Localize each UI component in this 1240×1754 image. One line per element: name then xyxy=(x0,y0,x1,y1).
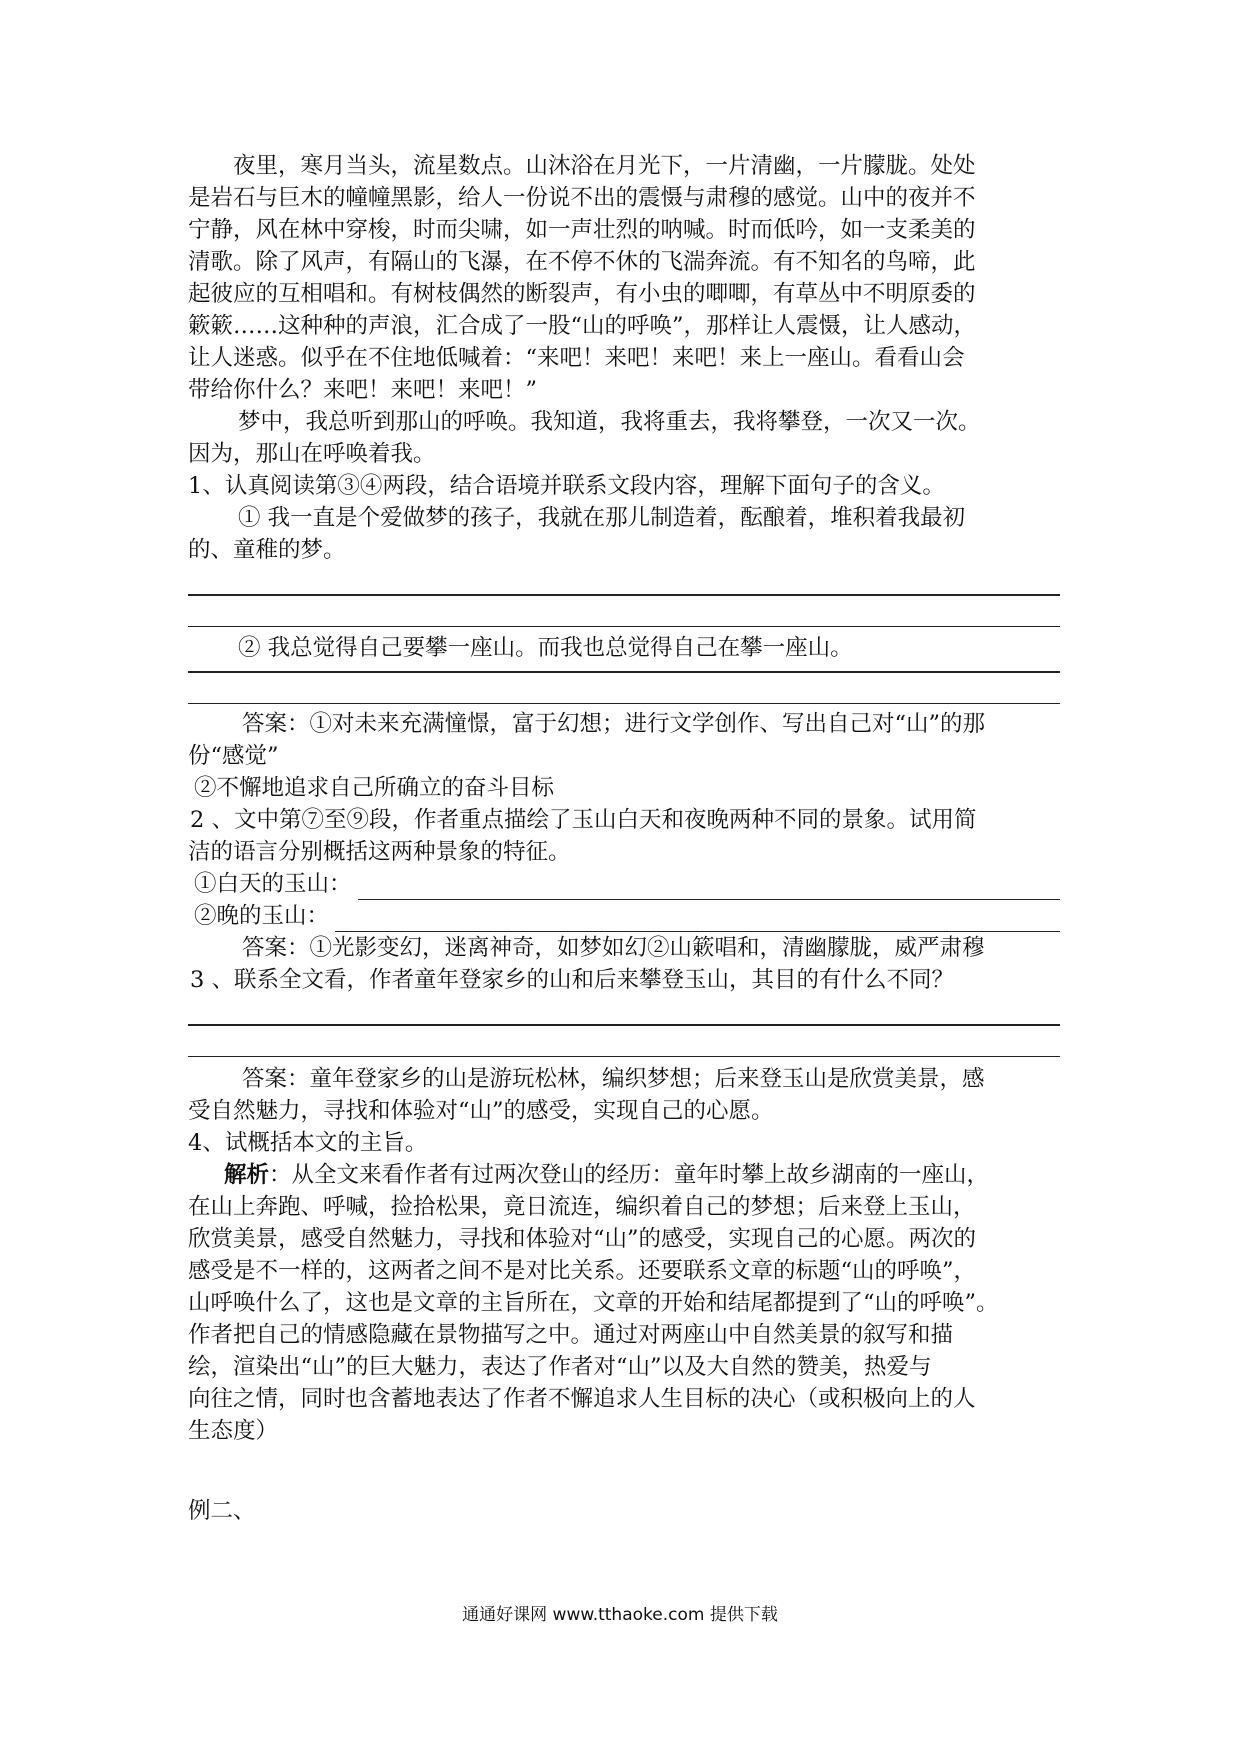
question-3-stem: 3 、联系全文看，作者童年登家乡的山和后来攀登玉山，其目的有什么不同？ xyxy=(190,967,954,993)
question-4-analysis-line: 感受是不一样的，这两者之间不是对比关系。还要联系文章的标题“山的呼唤”， xyxy=(188,1258,977,1284)
question-3-answer: 答案：童年登家乡的山是游玩松林，编织梦想；后来登玉山是欣赏美景，感 xyxy=(242,1066,985,1092)
question-4-analysis-line: 向往之情，同时也含蓄地表达了作者不懈追求人生目标的决心（或积极向上的人 xyxy=(188,1386,976,1412)
passage-p2-line: 因为，那山在呼唤着我。 xyxy=(188,441,436,467)
passage-p1-line: 让人迷惑。似乎在不住地低喊着：“来吧！来吧！来吧！来上一座山。看看山会 xyxy=(188,345,965,371)
passage-p1-line: 宁静，风在林中穿梭，时而尖啸，如一声壮烈的呐喊。时而低吟，如一支柔美的 xyxy=(188,217,976,243)
document-page xyxy=(188,150,1060,1527)
passage-p1-line: 带给你什么？来吧！来吧！来吧！” xyxy=(188,377,538,403)
question-1-item-1: ① 我一直是个爱做梦的孩子，我就在那儿制造着，酝酿着，堆积着我最初 xyxy=(238,505,966,531)
question-2-day-row xyxy=(188,868,1060,900)
passage-p1-line: 夜里，寒月当头，流星数点。山沐浴在月光下，一片清幽，一片朦胧。处处 xyxy=(233,153,976,179)
question-3-answer-cont: 受自然魅力，寻找和体验对“山”的感受，实现自己的心愿。 xyxy=(188,1098,774,1124)
question-4-analysis-line: 作者把自己的情感隐藏在景物描写之中。通过对两座山中自然美景的叙写和描 xyxy=(188,1322,954,1348)
analysis-label: 解析 xyxy=(224,1162,270,1188)
passage-p1-line: 是岩石与巨木的幢幢黑影，给人一份说不出的震慑与肃穆的感觉。山中的夜并不 xyxy=(188,185,976,211)
question-4-analysis-line: 欣赏美景，感受自然魅力，寻找和体验对“山”的感受，实现自己的心愿。两次的 xyxy=(188,1226,977,1252)
question-1-answer-cont: 份“感觉” xyxy=(188,743,279,769)
question-4-analysis-line: 生态度） xyxy=(188,1418,279,1444)
question-1-answer-2: ②不懈地追求自己所确立的奋斗目标 xyxy=(194,775,555,801)
question-1-item-2: ② 我总觉得自己要攀一座山。而我也总觉得自己在攀一座山。 xyxy=(238,635,853,661)
question-4-analysis-line: 在山上奔跑、呼喊，捡拾松果，竟日流连，编织着自己的梦想；后来登上玉山， xyxy=(188,1194,976,1220)
passage-p1-line: 清歌。除了风声，有隔山的飞瀑，在不停不休的飞湍奔流。有不知名的鸟啼，此 xyxy=(188,249,976,275)
passage-p2-line: 梦中，我总听到那山的呼唤。我知道，我将重去，我将攀登，一次又一次。 xyxy=(238,409,981,435)
question-1-item-1-cont: 的、童稚的梦。 xyxy=(188,537,346,563)
question-4-analysis-line: 山呼唤什么了，这也是文章的主旨所在，文章的开始和结尾都提到了“山的呼唤”。 xyxy=(188,1290,999,1316)
question-2-day-label: ①白天的玉山： xyxy=(194,871,352,897)
question-1-answer: 答案：①对未来充满憧憬，富于幻想；进行文学创作、写出自己对“山”的那 xyxy=(242,711,986,737)
question-4-stem: 4、试概括本文的主旨。 xyxy=(188,1130,428,1156)
passage-p1-line: 起彼应的互相唱和。有树枝偶然的断裂声，有小虫的唧唧，有草丛中不明原委的 xyxy=(188,281,976,307)
question-1-stem: 1、认真阅读第③④两段，结合语境并联系文段内容，理解下面句子的含义。 xyxy=(188,473,945,499)
question-2-day-blank[interactable] xyxy=(358,877,1060,900)
page-footer: 通通好课网 www.tthaoke.com 提供下载 xyxy=(462,1605,778,1625)
question-2-answer: 答案：①光影变幻，迷离神奇，如梦如幻②山簌唱和，清幽朦胧，威严肃穆 xyxy=(242,935,985,961)
question-2-night-label: ②晚的玉山： xyxy=(194,903,330,929)
question-2-stem: 2 、文中第⑦至⑨段，作者重点描绘了玉山白天和夜晚两种不同的景象。试用简 xyxy=(190,807,977,833)
analysis-first-text: ：从全文来看作者有过两次登山的经历：童年时攀上故乡湖南的一座山， xyxy=(269,1162,990,1188)
passage-p1-line: 簌簌……这种种的声浪，汇合成了一股“山的呼唤”，那样让人震慑，让人感动， xyxy=(188,313,977,339)
question-4-analysis-line: 绘，渲染出“山”的巨大魅力，表达了作者对“山”以及大自然的赞美，热爱与 xyxy=(188,1354,932,1380)
question-2-night-blank[interactable] xyxy=(335,909,1060,932)
question-2-stem-cont: 洁的语言分别概括这两种景象的特征。 xyxy=(188,839,571,865)
question-2-night-row xyxy=(188,900,1060,932)
question-4-analysis-first xyxy=(188,1159,1060,1191)
example-2-heading: 例二、 xyxy=(188,1498,256,1524)
